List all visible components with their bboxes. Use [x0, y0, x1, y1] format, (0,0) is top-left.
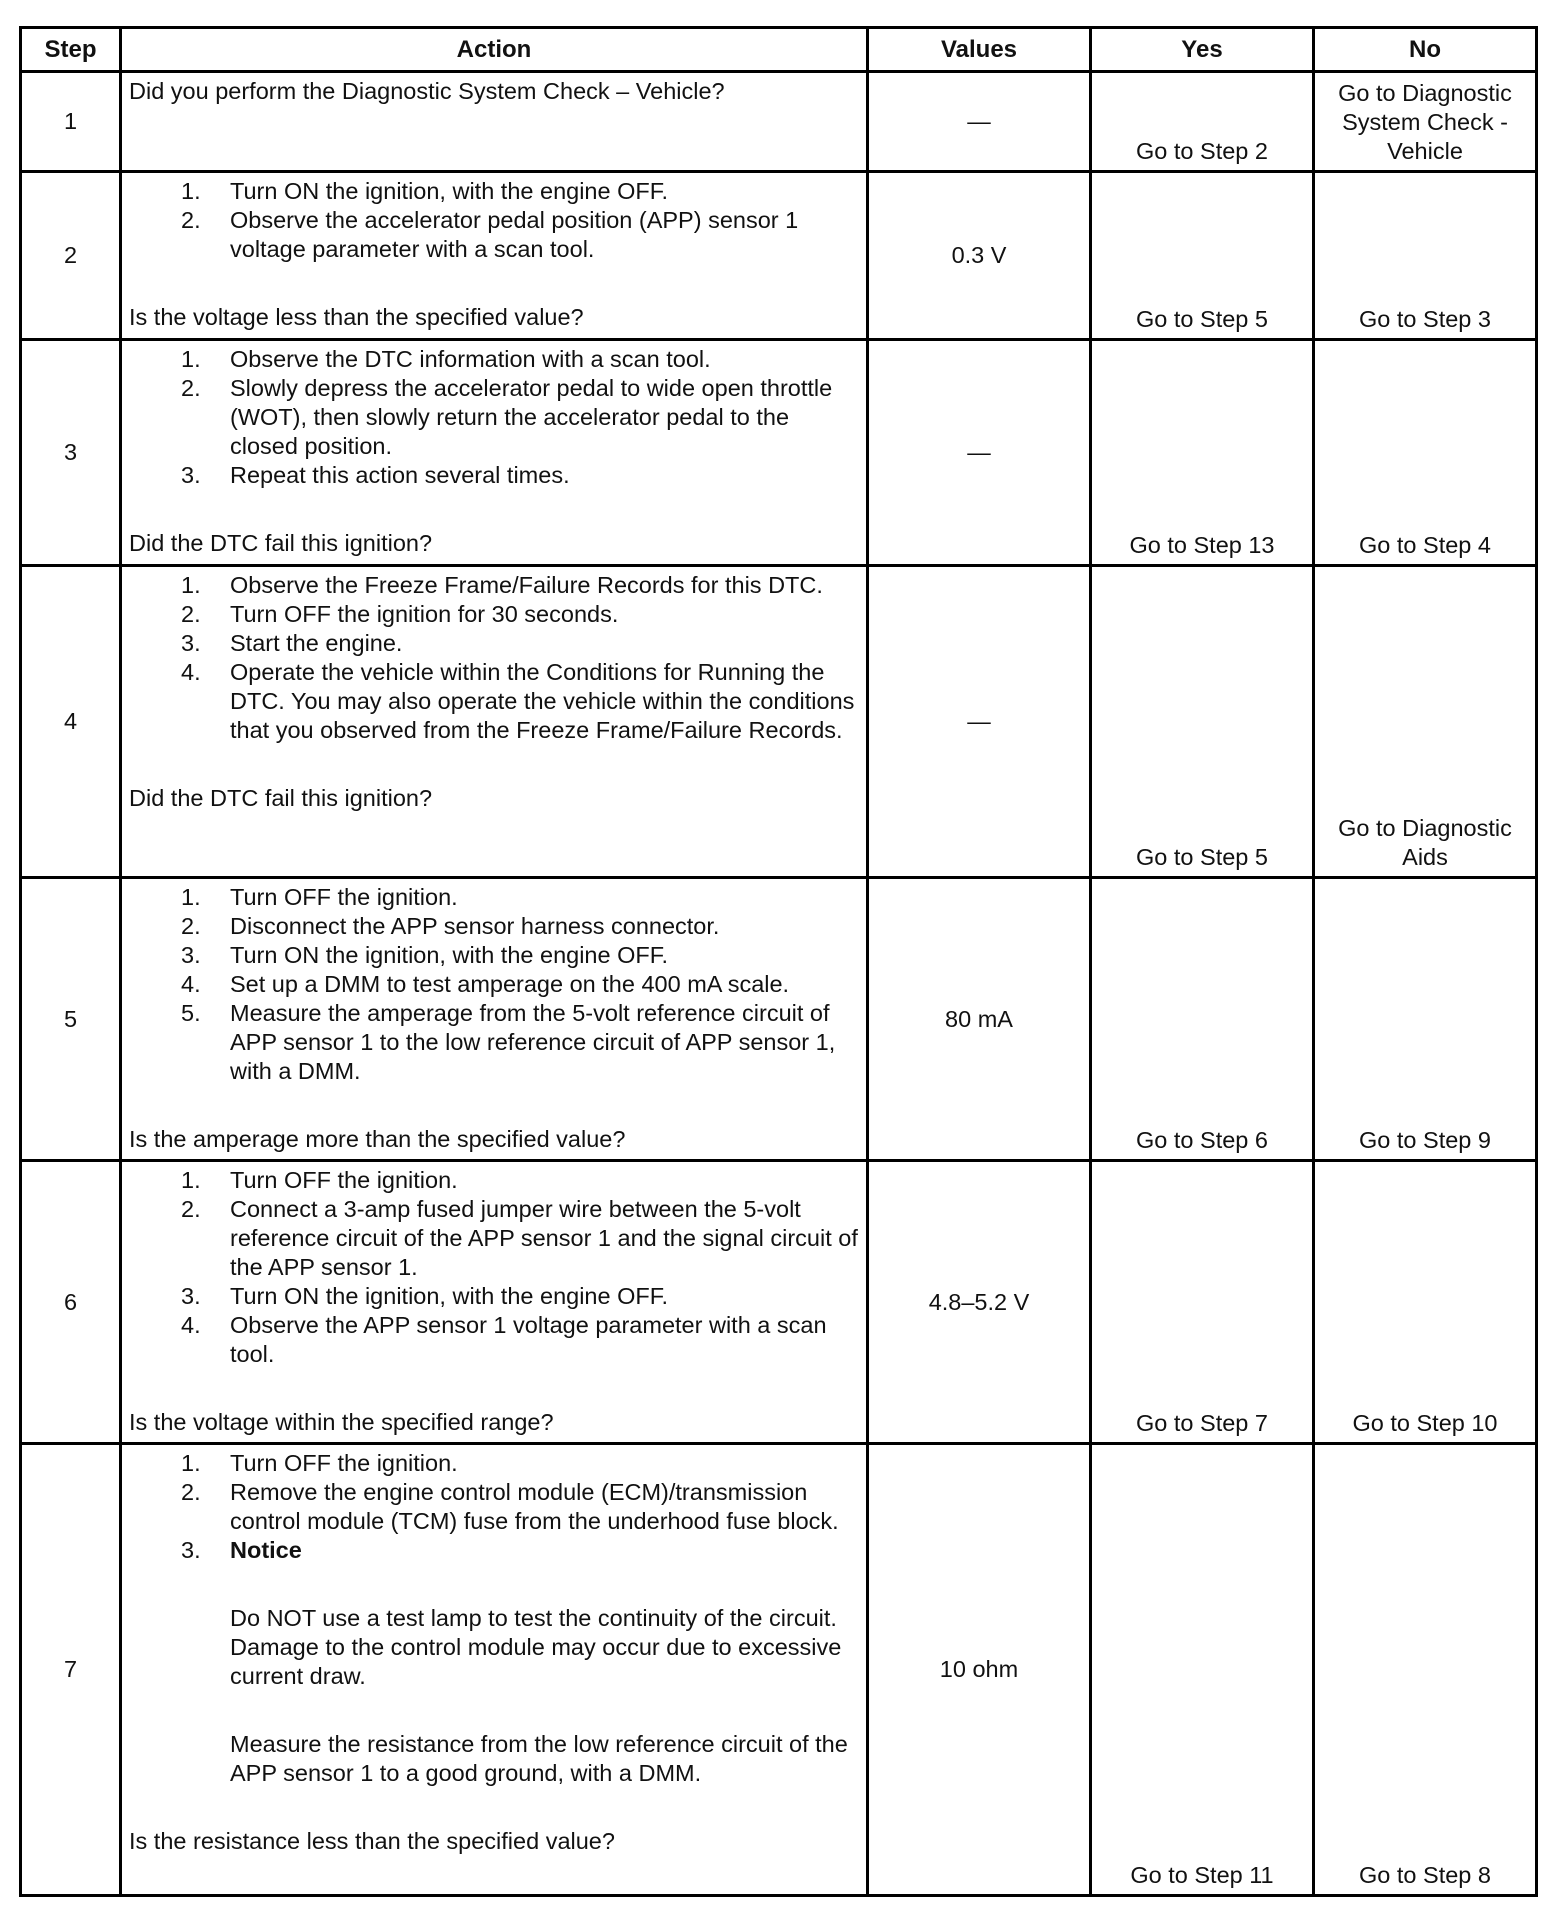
item-number: 1. — [181, 1167, 201, 1193]
item-text: Turn OFF the ignition. — [230, 884, 458, 910]
action-cell — [121, 172, 868, 340]
item-text: Slowly depress the accelerator pedal to wide open throttle (WOT), then slowly return the accelerator pedal to the closed position. — [230, 375, 833, 459]
item-text: Observe the Freeze Frame/Failure Records for this DTC. — [230, 572, 823, 598]
item-text: Repeat this action several times. — [230, 462, 570, 488]
item-number: 2. — [181, 375, 201, 401]
item-text: Set up a DMM to test amperage on the 400 mA scale. — [230, 971, 790, 997]
table-row-step-7 — [21, 1444, 1537, 1896]
action-question: Did you perform the Diagnostic System Check – Vehicle? — [129, 78, 725, 104]
notice-text: Do NOT use a test lamp to test the continuity of the circuit. Damage to the control module may occur due to excessive current draw. — [230, 1605, 842, 1689]
action-item — [129, 1536, 859, 1565]
item-number: 1. — [181, 884, 201, 910]
header-no: No — [1314, 28, 1537, 72]
yes-cell: Go to Step 13 — [1091, 340, 1314, 566]
item-number: 4. — [181, 1312, 201, 1338]
action-item — [129, 461, 859, 490]
item-text: Turn ON the ignition, with the engine OFF. — [230, 1283, 669, 1309]
item-text: Turn ON the ignition, with the engine OFF. — [230, 178, 669, 204]
header-action: Action — [121, 28, 868, 72]
yes-cell: Go to Step 6 — [1091, 878, 1314, 1161]
no-cell: Go to Diagnostic Aids — [1314, 566, 1537, 878]
no-cell: Go to Step 8 — [1314, 1444, 1537, 1896]
action-item — [129, 970, 859, 999]
action-question: Is the amperage more than the specified value? — [129, 1126, 626, 1152]
table-row-step-5 — [21, 878, 1537, 1161]
action-item — [129, 571, 859, 600]
item-number: 1. — [181, 1450, 201, 1476]
item-number: 3. — [181, 630, 201, 656]
item-number: 3. — [181, 1537, 201, 1563]
action-item — [129, 999, 859, 1086]
action-item — [129, 912, 859, 941]
item-text: Connect a 3-amp fused jumper wire between the 5-volt reference circuit of the APP sensor 1 and the signal circuit of the APP sensor 1. — [230, 1196, 858, 1280]
step-number: 7 — [21, 1444, 121, 1896]
step-number: 6 — [21, 1161, 121, 1444]
action-cell — [121, 1161, 868, 1444]
table-row-step-3 — [21, 340, 1537, 566]
action-question: Is the voltage within the specified range? — [129, 1409, 554, 1435]
no-cell: Go to Diagnostic System Check - Vehicle — [1314, 72, 1537, 172]
table-row-step-4 — [21, 566, 1537, 878]
item-number: 5. — [181, 1000, 201, 1026]
step-number: 3 — [21, 340, 121, 566]
measure-text: Measure the resistance from the low reference circuit of the APP sensor 1 to a good ground, with a DMM. — [230, 1731, 848, 1786]
item-text: Measure the amperage from the 5-volt reference circuit of APP sensor 1 to the low reference circuit of APP sensor 1, with a DMM. — [230, 1000, 836, 1084]
header-yes: Yes — [1091, 28, 1314, 72]
item-number: 1. — [181, 178, 201, 204]
header-row — [21, 28, 1537, 72]
item-text: Start the engine. — [230, 630, 403, 656]
item-text: Turn OFF the ignition for 30 seconds. — [230, 601, 619, 627]
action-item — [129, 1449, 859, 1478]
item-number: 2. — [181, 1196, 201, 1222]
item-text: Observe the DTC information with a scan tool. — [230, 346, 711, 372]
value-cell: 4.8–5.2 V — [868, 1161, 1091, 1444]
value-cell: — — [868, 566, 1091, 878]
item-number: 1. — [181, 346, 201, 372]
value-cell: — — [868, 72, 1091, 172]
diagnostic-table — [19, 26, 1538, 1897]
item-text: Turn ON the ignition, with the engine OFF. — [230, 942, 669, 968]
no-cell: Go to Step 4 — [1314, 340, 1537, 566]
table-row-step-6 — [21, 1161, 1537, 1444]
step-number: 5 — [21, 878, 121, 1161]
item-number: 3. — [181, 1283, 201, 1309]
item-number: 2. — [181, 207, 201, 233]
item-text: Disconnect the APP sensor harness connector. — [230, 913, 720, 939]
value-cell: 10 ohm — [868, 1444, 1091, 1896]
no-cell: Go to Step 9 — [1314, 878, 1537, 1161]
item-number: 2. — [181, 601, 201, 627]
item-text: Operate the vehicle within the Conditions for Running the DTC. You may also operate the vehicle within the conditions that you observed from the Freeze Frame/Failure Records. — [230, 659, 855, 743]
action-cell — [121, 1444, 868, 1896]
action-item — [129, 600, 859, 629]
table-row-step-2 — [21, 172, 1537, 340]
action-item — [129, 345, 859, 374]
action-item — [129, 1282, 859, 1311]
action-item — [129, 374, 859, 461]
action-item — [129, 206, 859, 264]
action-cell — [121, 878, 868, 1161]
item-text: Observe the accelerator pedal position (APP) sensor 1 voltage parameter with a scan tool. — [230, 207, 799, 262]
item-number: 3. — [181, 942, 201, 968]
no-cell: Go to Step 10 — [1314, 1161, 1537, 1444]
action-cell — [121, 72, 868, 172]
item-text: Turn OFF the ignition. — [230, 1450, 458, 1476]
no-cell: Go to Step 3 — [1314, 172, 1537, 340]
table-row-step-1 — [21, 72, 1537, 172]
item-text: Observe the APP sensor 1 voltage parameter with a scan tool. — [230, 1312, 827, 1367]
item-number: 3. — [181, 462, 201, 488]
action-cell — [121, 566, 868, 878]
item-text: Turn OFF the ignition. — [230, 1167, 458, 1193]
header-values: Values — [868, 28, 1091, 72]
item-number: 4. — [181, 659, 201, 685]
header-step: Step — [21, 28, 121, 72]
yes-cell: Go to Step 7 — [1091, 1161, 1314, 1444]
yes-cell: Go to Step 2 — [1091, 72, 1314, 172]
value-cell: 0.3 V — [868, 172, 1091, 340]
action-question: Did the DTC fail this ignition? — [129, 785, 433, 811]
item-number: 1. — [181, 572, 201, 598]
action-question: Is the resistance less than the specified value? — [129, 1828, 615, 1854]
action-cell — [121, 340, 868, 566]
value-cell: — — [868, 340, 1091, 566]
item-number: 2. — [181, 1479, 201, 1505]
item-number: 4. — [181, 971, 201, 997]
notice-label: Notice — [230, 1537, 302, 1563]
step-number: 4 — [21, 566, 121, 878]
action-item — [129, 1166, 859, 1195]
action-question: Is the voltage less than the specified value? — [129, 304, 584, 330]
action-item — [129, 1311, 859, 1369]
yes-cell: Go to Step 5 — [1091, 172, 1314, 340]
action-item — [129, 629, 859, 658]
action-item — [129, 177, 859, 206]
yes-cell: Go to Step 11 — [1091, 1444, 1314, 1896]
step-number: 2 — [21, 172, 121, 340]
action-item — [129, 883, 859, 912]
step-number: 1 — [21, 72, 121, 172]
action-item — [129, 658, 859, 745]
action-item — [129, 1195, 859, 1282]
action-item — [129, 1478, 859, 1536]
action-question: Did the DTC fail this ignition? — [129, 530, 433, 556]
item-text: Remove the engine control module (ECM)/transmission control module (TCM) fuse from the underhood fuse block. — [230, 1479, 839, 1534]
value-cell: 80 mA — [868, 878, 1091, 1161]
action-item — [129, 941, 859, 970]
yes-cell: Go to Step 5 — [1091, 566, 1314, 878]
item-number: 2. — [181, 913, 201, 939]
